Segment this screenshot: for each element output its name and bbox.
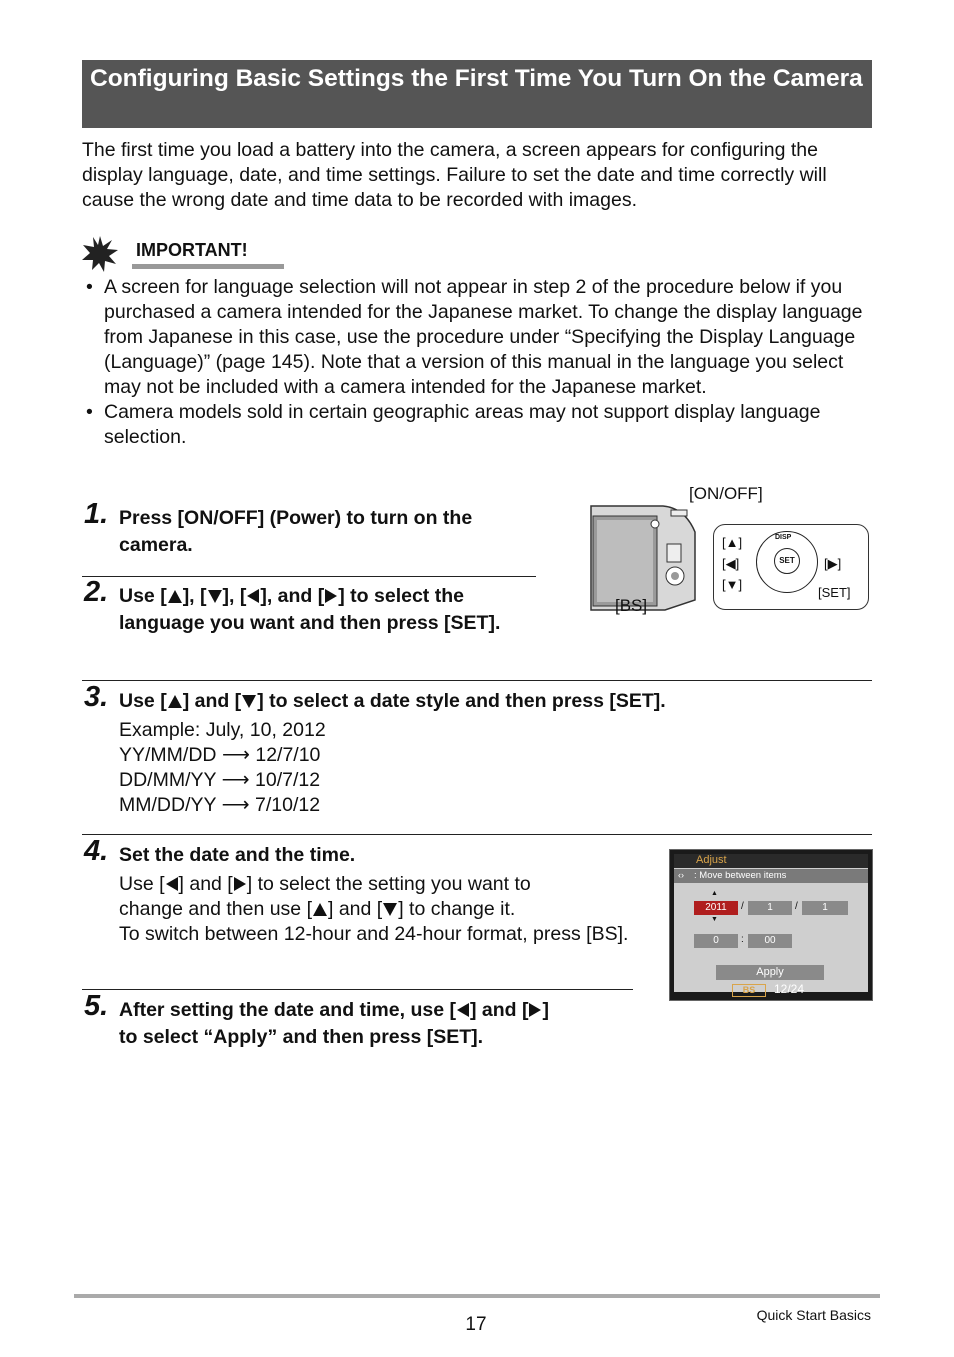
important-label: IMPORTANT! xyxy=(136,240,248,260)
colon: : xyxy=(741,934,744,945)
section-name: Quick Start Basics xyxy=(756,1307,871,1323)
text-fragment: After setting the date and time, use [ xyxy=(119,999,456,1021)
bs-key-icon: BS xyxy=(732,984,766,997)
step-5-text xyxy=(119,997,639,1051)
right-triangle-icon xyxy=(325,589,337,603)
slash: / xyxy=(795,901,798,912)
screen-area xyxy=(674,854,868,992)
bs-label: [BS] xyxy=(615,596,648,615)
arrow-right-icon: ⟶ xyxy=(221,794,250,816)
date-format: DD/MM/YY xyxy=(119,769,217,791)
text-fragment: Use [ xyxy=(119,585,167,607)
bullet-item: • Camera models sold in certain geographic areas may not support display language selection. xyxy=(82,400,882,450)
burst-icon xyxy=(82,236,118,272)
example-row xyxy=(119,768,326,793)
step-4-body xyxy=(119,872,629,947)
up-arrow-icon: ▲ xyxy=(711,890,718,897)
text-fragment: Use [ xyxy=(119,690,167,712)
down-triangle-icon xyxy=(242,695,256,708)
set-label: [SET] xyxy=(818,585,851,600)
down-triangle-icon xyxy=(208,590,222,603)
right-triangle-icon xyxy=(529,1003,541,1017)
right-triangle-icon xyxy=(234,877,246,891)
page-title: Configuring Basic Settings the First Time You Turn On the Camera xyxy=(82,60,872,128)
up-label: [▲] xyxy=(722,535,743,550)
text-fragment: ] to select the setting you want to xyxy=(246,873,531,895)
important-underline xyxy=(132,264,284,269)
example-row xyxy=(119,743,326,768)
text-fragment: ], [ xyxy=(222,585,247,607)
date-example xyxy=(119,718,326,818)
hour-field[interactable]: 0 xyxy=(694,934,738,948)
down-arrow-icon: ▼ xyxy=(711,916,718,923)
text-fragment: change and then use [ xyxy=(119,898,312,920)
text-line xyxy=(119,872,629,897)
date-value: 7/10/12 xyxy=(255,794,321,816)
text-line: to select “Apply” and then press [SET]. xyxy=(119,1026,484,1048)
bullet-item: • A screen for language selection will not appear in step 2 of the procedure below if you purchased a camera intended for the Japanese market. To change the display language from Japanese in this case, use the procedure under “Specifying the Display Language (Language)” (page 145). Note that a version of this manual in the language you select may not be included with a camera intended for the Japanese market. xyxy=(82,275,882,400)
important-list xyxy=(82,275,882,450)
example-row xyxy=(119,793,326,818)
step-number: 2. xyxy=(84,576,109,608)
up-triangle-icon xyxy=(313,903,327,916)
camera-body-icon xyxy=(585,492,705,612)
text-fragment: ] xyxy=(542,999,549,1021)
text-fragment: ] to select a date style and then press [SET]. xyxy=(257,690,666,712)
text-fragment: ], [ xyxy=(182,585,207,607)
screen-title-bar xyxy=(674,854,868,868)
step-4-title: Set the date and the time. xyxy=(119,844,356,866)
text-fragment: ] to change it. xyxy=(398,898,516,920)
step-divider xyxy=(82,680,872,681)
step-divider xyxy=(82,834,872,835)
step-number: 1. xyxy=(84,498,109,530)
text-fragment: ] to select the language you want and then press [SET]. xyxy=(119,585,501,634)
text-fragment: ], and [ xyxy=(260,585,325,607)
step-3-text xyxy=(119,688,879,715)
step-number: 5. xyxy=(84,990,109,1022)
date-format: YY/MM/DD xyxy=(119,744,217,766)
hint-bar xyxy=(674,869,868,883)
day-field[interactable]: 1 xyxy=(802,901,848,915)
control-ring xyxy=(756,531,818,593)
hint-text: : Move between items xyxy=(694,870,787,881)
arrow-right-icon: ⟶ xyxy=(221,744,250,766)
up-triangle-icon xyxy=(168,695,182,708)
right-label: [▶] xyxy=(824,556,842,571)
step-1-text: Press [ON/OFF] (Power) to turn on the camera. xyxy=(119,507,473,556)
arrow-right-icon: ⟶ xyxy=(221,769,250,791)
adjust-screen xyxy=(669,849,873,1001)
down-triangle-icon xyxy=(383,903,397,916)
text-fragment: ] and [ xyxy=(469,999,529,1021)
set-button: SET xyxy=(774,548,800,574)
up-triangle-icon xyxy=(168,590,182,603)
text-line xyxy=(119,997,639,1024)
text-line xyxy=(119,897,629,922)
down-label: [▼] xyxy=(722,577,743,592)
minute-field[interactable]: 00 xyxy=(748,934,792,948)
date-value: 12/7/10 xyxy=(255,744,321,766)
step-number: 3. xyxy=(84,681,109,713)
left-label: [◀] xyxy=(722,556,740,571)
apply-button[interactable]: Apply xyxy=(716,965,824,980)
left-right-icon: ‹› xyxy=(678,870,684,880)
screen-title: Adjust xyxy=(696,854,727,866)
left-triangle-icon xyxy=(457,1003,469,1017)
example-label: Example: July, 10, 2012 xyxy=(119,719,326,741)
month-field[interactable]: 1 xyxy=(748,901,792,915)
page-number: 17 xyxy=(465,1314,487,1335)
format-label: 12/24 xyxy=(774,982,805,996)
slash: / xyxy=(741,901,744,912)
step-2-text xyxy=(119,583,539,637)
text-fragment: ] and [ xyxy=(182,690,242,712)
date-format: MM/DD/YY xyxy=(119,794,217,816)
intro-paragraph: The first time you load a battery into the camera, a screen appears for configuring the display language, date, and time settings. Failure to set the date and time correctly will cause the wrong date and time data to be recorded with images. xyxy=(82,139,827,211)
text-line: To switch between 12-hour and 24-hour format, press [BS]. xyxy=(119,923,629,945)
step-number: 4. xyxy=(84,835,109,867)
text-fragment: ] and [ xyxy=(328,898,383,920)
left-triangle-icon xyxy=(166,877,178,891)
disp-label: DISP xyxy=(775,534,792,541)
footer-divider xyxy=(74,1294,880,1298)
text-fragment: ] and [ xyxy=(178,873,233,895)
date-value: 10/7/12 xyxy=(255,769,321,791)
text-fragment: Use [ xyxy=(119,873,165,895)
camera-figure xyxy=(585,484,875,624)
left-triangle-icon xyxy=(247,589,259,603)
step-divider xyxy=(82,576,536,577)
on-off-label: [ON/OFF] xyxy=(689,484,763,503)
important-heading xyxy=(82,236,292,270)
step-divider xyxy=(82,989,633,990)
year-field[interactable]: 2011 xyxy=(694,901,738,915)
control-panel xyxy=(713,524,869,610)
